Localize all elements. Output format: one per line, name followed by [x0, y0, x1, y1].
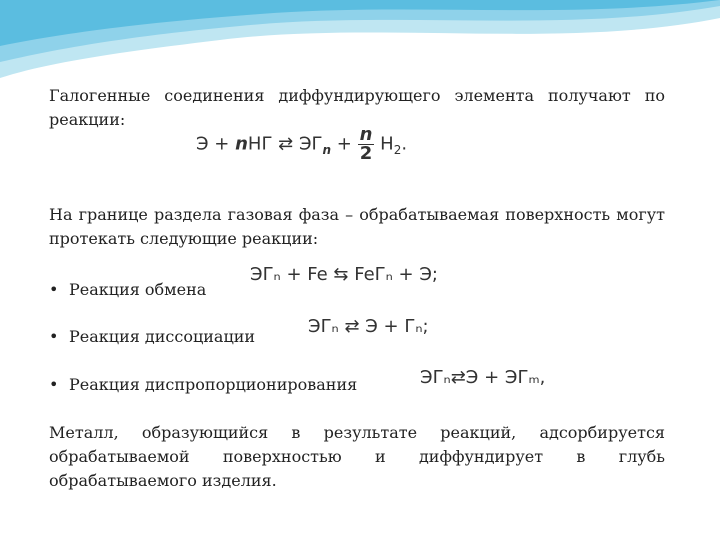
bullet-exchange-reaction: • Реакция обмена: [49, 280, 207, 299]
exchange-reaction-formula: ЭГₙ + Fe ⇆ FeГₙ + Э;: [250, 264, 438, 285]
main-reaction-formula: Э + nНГ ⇄ $ЭГ_n$ + $\frac{n}{2}$ $H_2$.: [196, 124, 408, 164]
fraction-n-over-2: $\frac{n}{2}$: [359, 124, 373, 164]
dissociation-reaction-formula: ЭГₙ ⇄ Э + Гₙ;: [308, 316, 429, 337]
conclusion-paragraph: Металл, образующийся в результате реакций, адсорбируется обрабатываемой поверхностью и диффундирует в глубь обрабатываемого изделия.: [49, 423, 665, 490]
header-wave-decoration: [0, 0, 720, 80]
disproportionation-reaction-formula: ЭГₙ⇄Э + ЭГₘ,: [420, 367, 546, 388]
intro-paragraph: Галогенные соединения диффундирующего элемента получают по реакции:: [49, 86, 665, 129]
boundary-paragraph: На границе раздела газовая фаза – обрабатываемая поверхность могут протекать следующие реакции:: [49, 205, 665, 248]
bullet-dissociation-reaction: • Реакция диссоциации: [49, 327, 256, 346]
bullet-disproportionation-reaction: • Реакция диспропорционирования: [49, 375, 358, 394]
